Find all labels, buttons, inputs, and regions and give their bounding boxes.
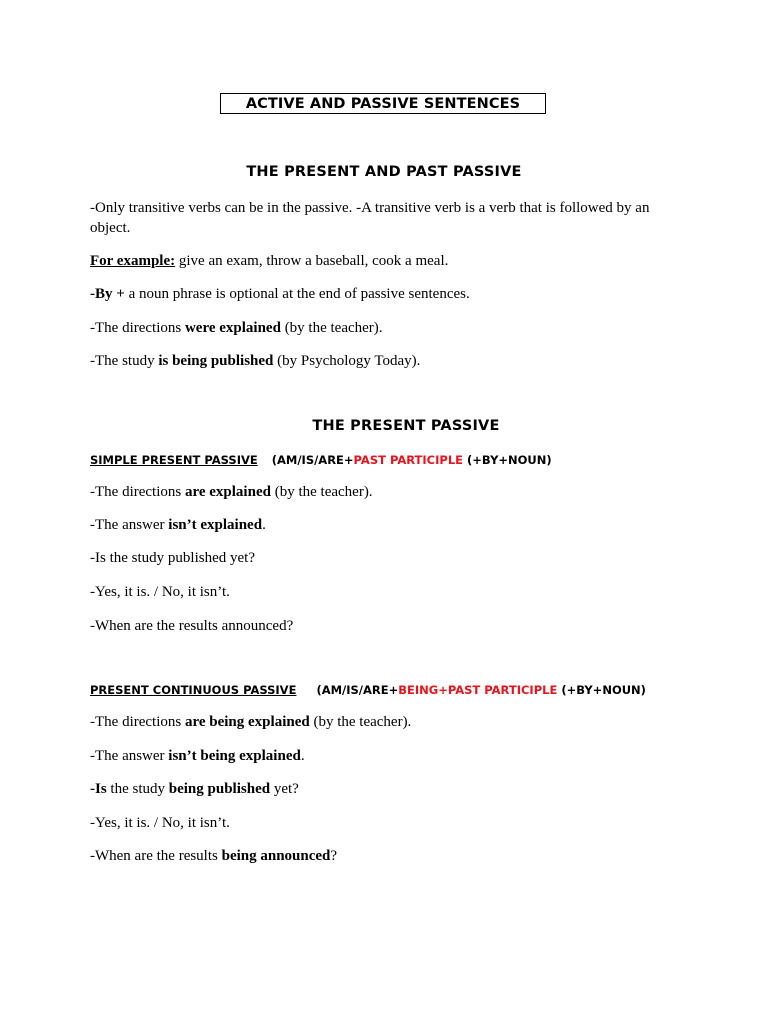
sentence-text: -The answer (90, 748, 169, 764)
sentence-verb: -Is (90, 781, 107, 797)
simple-line-2 (90, 515, 680, 535)
present-continuous-label: PRESENT CONTINUOUS PASSIVE (90, 683, 297, 697)
sentence-text: -The directions (90, 484, 185, 500)
formula-highlight: PAST PARTICIPLE (353, 453, 464, 467)
example-label: For example: (90, 253, 176, 269)
section-heading-present-past-passive: THE PRESENT AND PAST PASSIVE (246, 164, 522, 180)
section-heading-present-passive: THE PRESENT PASSIVE (312, 418, 500, 434)
sentence-text: -When are the results (90, 848, 222, 864)
continuous-line-1 (90, 712, 680, 732)
sentence-text: the study (106, 781, 169, 797)
example-line (90, 251, 680, 271)
example-sentence-2 (90, 351, 680, 371)
continuous-line-4: -Yes, it is. / No, it isn’t. (90, 815, 230, 831)
document-title: ACTIVE AND PASSIVE SENTENCES (220, 93, 546, 114)
continuous-line-5 (90, 846, 680, 866)
by-phrase-bold: -By + (90, 286, 125, 302)
simple-line-5: -When are the results announced? (90, 618, 294, 634)
sentence-text: (by Psychology Today). (273, 353, 421, 369)
paragraph-transitive-verbs: -Only transitive verbs can be in the passive. -A transitive verb is a verb that is followed by an object. (90, 200, 650, 236)
formula-highlight: BEING+PAST PARTICIPLE (398, 683, 558, 697)
present-continuous-heading (90, 683, 646, 697)
formula-text: (AM/IS/ARE+ (271, 453, 354, 467)
sentence-text: (by the teacher). (309, 714, 412, 730)
simple-line-4: -Yes, it is. / No, it isn’t. (90, 584, 230, 600)
by-phrase-line (90, 284, 680, 304)
sentence-text: ? (330, 848, 338, 864)
example-text: give an exam, throw a baseball, cook a meal. (175, 253, 449, 269)
simple-line-3: -Is the study published yet? (90, 550, 255, 566)
sentence-text: yet? (270, 781, 299, 797)
sentence-text: (by the teacher). (280, 320, 383, 336)
sentence-text: . (262, 517, 266, 533)
simple-present-heading (90, 453, 552, 467)
sentence-verb: isn’t explained (168, 517, 263, 533)
example-sentence-1 (90, 318, 680, 338)
simple-line-1 (90, 482, 680, 502)
sentence-verb: being published (168, 781, 271, 797)
sentence-text: -The study (90, 353, 159, 369)
formula-text: (+BY+NOUN) (557, 683, 646, 697)
simple-present-label: SIMPLE PRESENT PASSIVE (90, 453, 258, 467)
continuous-line-3 (90, 779, 680, 799)
sentence-text: -The directions (90, 320, 185, 336)
sentence-text: -The answer (90, 517, 169, 533)
sentence-verb: is being published (158, 353, 274, 369)
formula-text: (AM/IS/ARE+ (316, 683, 399, 697)
sentence-verb: are explained (184, 484, 271, 500)
by-phrase-text: a noun phrase is optional at the end of passive sentences. (124, 286, 470, 302)
continuous-line-2 (90, 746, 680, 766)
sentence-text: -The directions (90, 714, 185, 730)
formula-text: (+BY+NOUN) (463, 453, 552, 467)
sentence-verb: are being explained (184, 714, 310, 730)
sentence-text: (by the teacher). (270, 484, 373, 500)
sentence-verb: were explained (184, 320, 281, 336)
sentence-text: . (300, 748, 305, 764)
sentence-verb: being announced (221, 848, 331, 864)
sentence-verb: isn’t being explained (168, 748, 301, 764)
